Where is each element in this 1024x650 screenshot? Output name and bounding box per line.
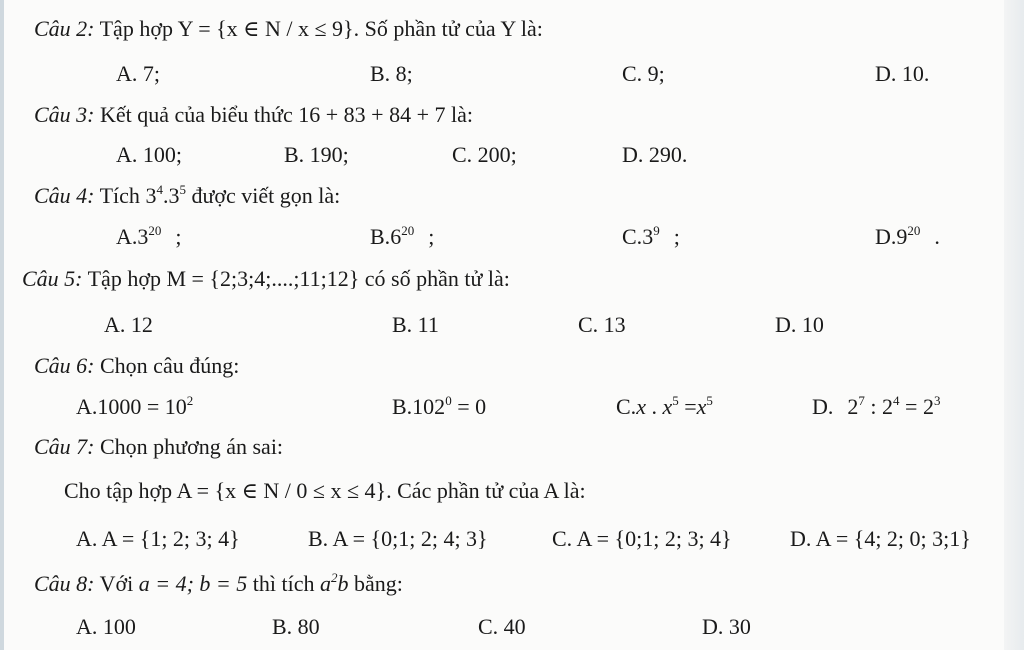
question-7-option-d: D. A = {4; 2; 0; 3;1}	[790, 526, 971, 551]
question-5-label: Câu 5:	[22, 266, 83, 291]
q6-d-exp3: 3	[933, 393, 941, 408]
q4-c-prefix: C.	[622, 224, 643, 249]
q6-c-x2: x	[662, 394, 673, 419]
q6-d-base1: 2	[847, 394, 859, 419]
question-2-label: Câu 2:	[34, 16, 95, 41]
question-2-option-d: D. 10.	[875, 61, 930, 86]
question-5-option-b: B. 11	[392, 312, 439, 337]
question-8-stem	[34, 570, 403, 596]
question-2-option-c: C. 9;	[622, 61, 665, 86]
question-6-option-b	[392, 393, 487, 419]
q6-d-base2: 2	[882, 394, 894, 419]
question-6-label: Câu 6:	[34, 353, 95, 378]
q6-a-exp: 2	[186, 393, 194, 408]
question-4-text-post: được viết gọn là:	[185, 183, 341, 208]
q4-b-exp: 20	[401, 223, 415, 238]
question-4-option-d	[875, 223, 940, 249]
question-8-text-pre: Với	[99, 571, 139, 596]
question-8-option-d: D. 30	[702, 614, 751, 639]
q6-c-dot: .	[645, 394, 663, 419]
q4-c-base: 3	[642, 224, 654, 249]
question-7-text: Chọn phương án sai:	[100, 434, 284, 459]
question-4-stem	[34, 182, 341, 208]
q6-c-x1: x	[636, 394, 646, 419]
left-page-edge	[0, 0, 4, 650]
question-8-option-c: C. 40	[478, 614, 526, 639]
question-6-option-a	[76, 393, 194, 419]
question-4-option-b	[370, 223, 435, 249]
question-4-math	[145, 183, 186, 208]
question-3-option-b: B. 190;	[284, 142, 349, 167]
question-2-math: Y = {x ∈ N / x ≤ 9}	[177, 16, 354, 41]
question-6-option-d	[812, 393, 941, 419]
question-5-option-d: D. 10	[775, 312, 824, 337]
question-6-option-c	[616, 393, 713, 419]
question-3-stem	[34, 104, 473, 126]
question-5-math: M = {2;3;4;....;11;12}	[166, 266, 360, 291]
q4-b-base: 6	[390, 224, 402, 249]
q4-c-tail: ;	[673, 224, 680, 249]
question-3-option-c: C. 200;	[452, 142, 517, 167]
question-7-option-a: A. A = {1; 2; 3; 4}	[76, 526, 240, 551]
question-6-text: Chọn câu đúng:	[100, 353, 240, 378]
q4-c-exp: 9	[653, 223, 660, 238]
q6-d-prefix: D.	[812, 394, 834, 419]
question-7-sub-post: . Các phần tử của A là:	[386, 478, 586, 503]
question-4-option-a	[116, 223, 182, 249]
q6-b-tail: = 0	[451, 394, 487, 419]
q8-a: a	[320, 571, 331, 596]
q6-c-eq: =	[678, 394, 697, 419]
q4-d-exp: 20	[907, 223, 921, 238]
q4-base-1: 3	[145, 183, 157, 208]
question-2-option-a: A. 7;	[116, 61, 160, 86]
question-8-math-2	[320, 571, 349, 596]
q4-b-prefix: B.	[370, 224, 391, 249]
question-2-text-pre: Tập hợp	[99, 16, 178, 41]
q6-d-exp1: 7	[858, 393, 865, 408]
question-5-option-c: C. 13	[578, 312, 626, 337]
q6-b-text: B.102	[392, 394, 446, 419]
q4-d-prefix: D.	[875, 224, 897, 249]
q4-exp-1: 4	[156, 182, 163, 197]
question-5-text-pre: Tập hợp	[87, 266, 167, 291]
q4-d-base: 9	[896, 224, 908, 249]
q4-b-tail: ;	[428, 224, 435, 249]
question-4-option-c	[622, 223, 680, 249]
question-3-option-a: A. 100;	[116, 142, 182, 167]
q4-a-base: 3	[137, 224, 149, 249]
question-5-text-post: có số phần tử là:	[359, 266, 510, 291]
q4-a-tail: ;	[175, 224, 182, 249]
right-page-edge	[1004, 0, 1024, 650]
question-3-label: Câu 3:	[34, 102, 95, 127]
question-6-stem	[34, 355, 239, 377]
question-7-stem	[34, 436, 283, 458]
q6-d-colon: :	[864, 394, 883, 419]
question-3-math: 16 + 83 + 84 + 7	[298, 102, 446, 127]
question-7-label: Câu 7:	[34, 434, 95, 459]
q6-c-prefix: C.	[616, 394, 637, 419]
q6-a-text: A.1000 = 10	[76, 394, 187, 419]
q6-c-exp1: 5	[672, 393, 679, 408]
q6-c-x3: x	[696, 394, 707, 419]
question-3-text-pre: Kết quả của biểu thức	[100, 102, 299, 127]
q6-c-exp2: 5	[706, 393, 713, 408]
question-2-text-post: . Số phần tử của Y là:	[353, 16, 543, 41]
question-8-option-b: B. 80	[272, 614, 320, 639]
question-8-label: Câu 8:	[34, 571, 95, 596]
question-4-label: Câu 4:	[34, 183, 95, 208]
question-4-text-pre: Tích	[99, 183, 146, 208]
question-5-stem	[22, 268, 510, 290]
q4-base-2: 3	[168, 183, 180, 208]
q4-dot: .	[162, 183, 169, 208]
q6-d-base3: 2	[922, 394, 934, 419]
question-8-text-mid: thì tích	[247, 571, 320, 596]
question-3-text-post: là:	[445, 102, 473, 127]
question-5-option-a: A. 12	[104, 312, 153, 337]
q4-exp-2: 5	[179, 182, 186, 197]
q6-b-exp: 0	[445, 393, 452, 408]
q6-d-eq: =	[899, 394, 923, 419]
question-8-option-a: A. 100	[76, 614, 136, 639]
q4-d-tail: .	[934, 224, 940, 249]
question-7-sub-math: A = {x ∈ N / 0 ≤ x ≤ 4}	[176, 478, 387, 503]
question-7-option-b: B. A = {0;1; 2; 4; 3}	[308, 526, 488, 551]
q4-a-exp: 20	[148, 223, 162, 238]
q8-exp: 2	[331, 570, 338, 585]
question-2-stem	[34, 18, 543, 40]
question-2-option-b: B. 8;	[370, 61, 413, 86]
question-7-substem	[64, 480, 586, 502]
question-8-math-1: a = 4; b = 5	[138, 571, 248, 596]
question-8-text-post: bằng:	[348, 571, 403, 596]
q4-a-prefix: A.	[116, 224, 138, 249]
question-3-option-d: D. 290.	[622, 142, 688, 167]
question-7-option-c: C. A = {0;1; 2; 3; 4}	[552, 526, 732, 551]
question-7-sub-pre: Cho tập hợp	[64, 478, 177, 503]
q8-b: b	[337, 571, 349, 596]
q6-d-exp2: 4	[893, 393, 900, 408]
